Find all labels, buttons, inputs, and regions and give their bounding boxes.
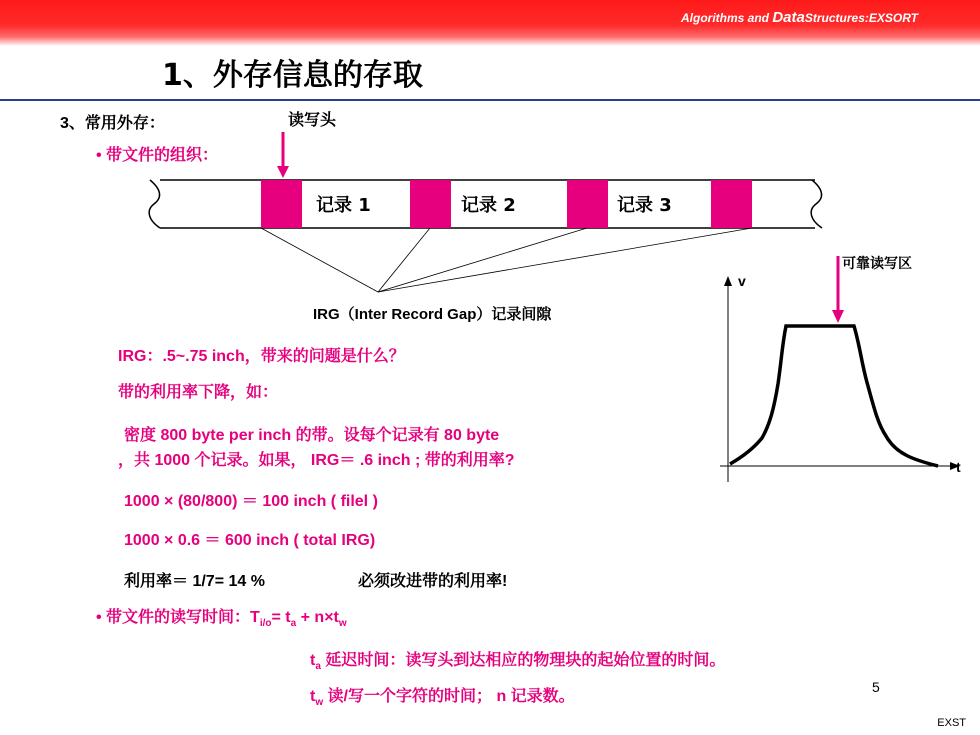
rw-formula-tw: + n×t: [296, 609, 339, 626]
reliable-zone-label: 可靠读写区: [842, 255, 912, 271]
header-prefix: Algorithms and: [681, 11, 773, 25]
irg-question: IRG：.5~.75 inch，带来的问题是什么？: [118, 348, 405, 365]
velocity-curve: [730, 326, 938, 466]
rw-formula-ta: = t: [271, 609, 291, 626]
ta-sub: a: [315, 661, 321, 673]
tape-left-break: [149, 180, 160, 228]
bullet-rw-time: [96, 604, 347, 629]
title-divider: [0, 99, 980, 101]
rw-formula-prefix: • 带文件的读写时间：T: [96, 609, 260, 626]
irg-pointer-line: [378, 228, 752, 292]
footer-label: EXST: [937, 717, 966, 729]
record-label: 记录 1: [316, 195, 371, 216]
tw-symbol: t: [310, 688, 316, 705]
course-header: [681, 9, 918, 26]
ta-definition: [310, 647, 725, 672]
header-suffix: Structures:EXSORT: [804, 11, 918, 25]
read-head-arrowhead: [277, 166, 289, 178]
calc-irg-length: 1000 × 0.6 ＝ 600 inch ( total IRG): [124, 532, 376, 549]
sub-io: i/o: [259, 618, 272, 630]
example-records: ，共 1000 个记录。如果， IRG＝ .6 inch ; 带的利用率?: [118, 452, 515, 469]
irg-gap: [711, 180, 752, 228]
v-axis-arrowhead: [724, 276, 732, 286]
sub-w: w: [338, 618, 347, 630]
irg-gap: [567, 180, 608, 228]
reliable-zone-arrowhead: [832, 310, 844, 323]
example-density: 密度 800 byte per inch 的带。设每个记录有 80 byte: [124, 427, 500, 444]
ta-text: 延迟时间：读写头到达相应的物理块的起始位置的时间。: [320, 652, 726, 669]
section-heading: 3、常用外存：: [60, 115, 165, 132]
v-axis-label: v: [738, 273, 746, 289]
sub-a: a: [290, 618, 297, 630]
record-label: 记录 3: [617, 195, 672, 216]
irg-gap: [261, 180, 302, 228]
utilization-drop: 带的利用率下降，如：: [118, 384, 279, 401]
record-label: 记录 2: [461, 195, 516, 216]
ta-symbol: t: [310, 652, 316, 669]
t-axis-label: t: [956, 459, 961, 475]
irg-pointer-line: [378, 228, 430, 292]
tape-right-break: [811, 180, 822, 228]
bullet-tape-organization: • 带文件的组织：: [96, 147, 219, 164]
slide-title: 1、外存信息的存取: [162, 58, 423, 93]
read-head-label: 读写头: [288, 112, 337, 129]
improve-note: 必须改进带的利用率!: [358, 573, 508, 590]
calc-file-length: 1000 × (80/800) ＝ 100 inch ( filel ): [124, 493, 378, 510]
irg-pointer-line: [261, 228, 378, 292]
tw-sub: w: [315, 697, 324, 709]
velocity-graph: [710, 256, 978, 492]
page-number: 5: [872, 679, 880, 695]
utilization-result: 利用率＝ 1/7= 14 %: [124, 573, 265, 590]
irg-caption: IRG（Inter Record Gap）记录间隙: [313, 306, 552, 323]
header-emph: Data: [772, 9, 805, 26]
irg-pointer-line: [378, 228, 587, 292]
irg-gap: [410, 180, 451, 228]
tw-definition: [310, 683, 575, 708]
tw-text: 读/写一个字符的时间； n 记录数。: [323, 688, 575, 705]
